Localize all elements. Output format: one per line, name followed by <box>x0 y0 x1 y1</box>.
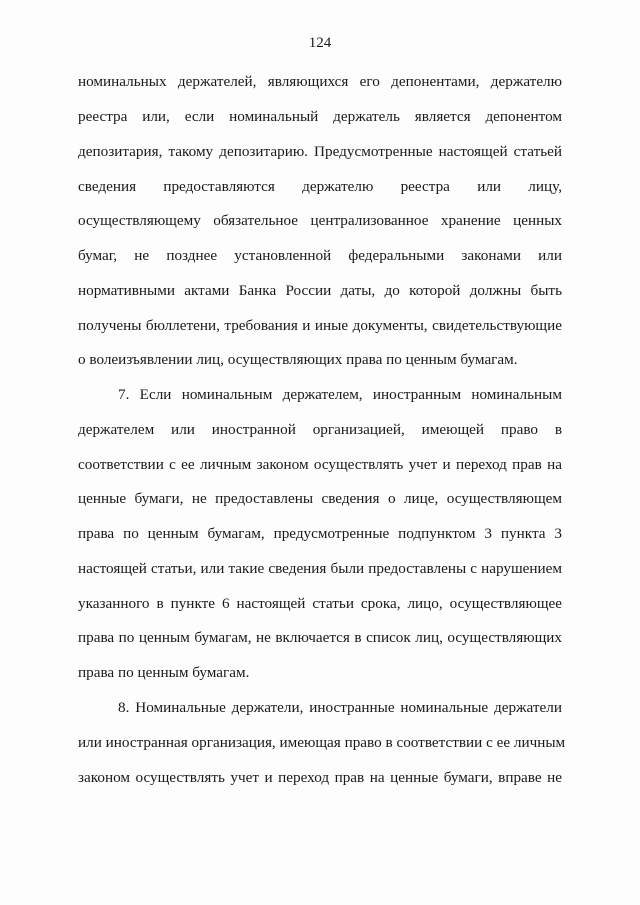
text-line: нормативными актами Банка России даты, до которой должны быть <box>78 282 562 299</box>
text-line: получены бюллетени, требования и иные документы, свидетельствующие <box>78 317 562 334</box>
text-line: сведения предоставляются держателю реестра или лицу, <box>78 178 562 195</box>
text-line: права по ценным бумагам. <box>78 664 250 681</box>
text-line: настоящей статьи, или такие сведения были предоставлены с нарушением <box>78 560 562 577</box>
text-line: соответствии с ее личным законом осуществлять учет и переход прав на <box>78 456 562 473</box>
text-line: о волеизъявлении лиц, осуществляющих права по ценным бумагам. <box>78 351 518 368</box>
paragraph-7-first-line: 7. Если номинальным держателем, иностранным номинальным <box>118 386 562 403</box>
text-line: права по ценным бумагам, не включается в список лиц, осуществляющих <box>78 629 562 646</box>
text-line: права по ценным бумагам, предусмотренные подпунктом 3 пункта 3 <box>78 525 562 542</box>
text-line: бумаг, не позднее установленной федеральными законами или <box>78 247 562 264</box>
text-line: номинальных держателей, являющихся его депонентами, держателю <box>78 73 562 90</box>
page-number: 124 <box>308 35 332 51</box>
text-line: реестра или, если номинальный держатель является депонентом <box>78 108 562 125</box>
text-line: законом осуществлять учет и переход прав на ценные бумаги, вправе не <box>78 769 562 786</box>
text-line: или иностранная организация, имеющая право в соответствии с ее личным <box>78 734 566 751</box>
text-line: держателем или иностранной организацией, имеющей право в <box>78 421 562 438</box>
text-line: указанного в пункте 6 настоящей статьи срока, лицо, осуществляющее <box>78 595 562 612</box>
paragraph-8-first-line: 8. Номинальные держатели, иностранные номинальные держатели <box>118 699 562 716</box>
text-line: депозитария, такому депозитарию. Предусмотренные настоящей статьей <box>78 143 562 160</box>
text-line: осуществляющему обязательное централизованное хранение ценных <box>78 212 562 229</box>
text-line: ценные бумаги, не предоставлены сведения о лице, осуществляющем <box>78 490 562 507</box>
